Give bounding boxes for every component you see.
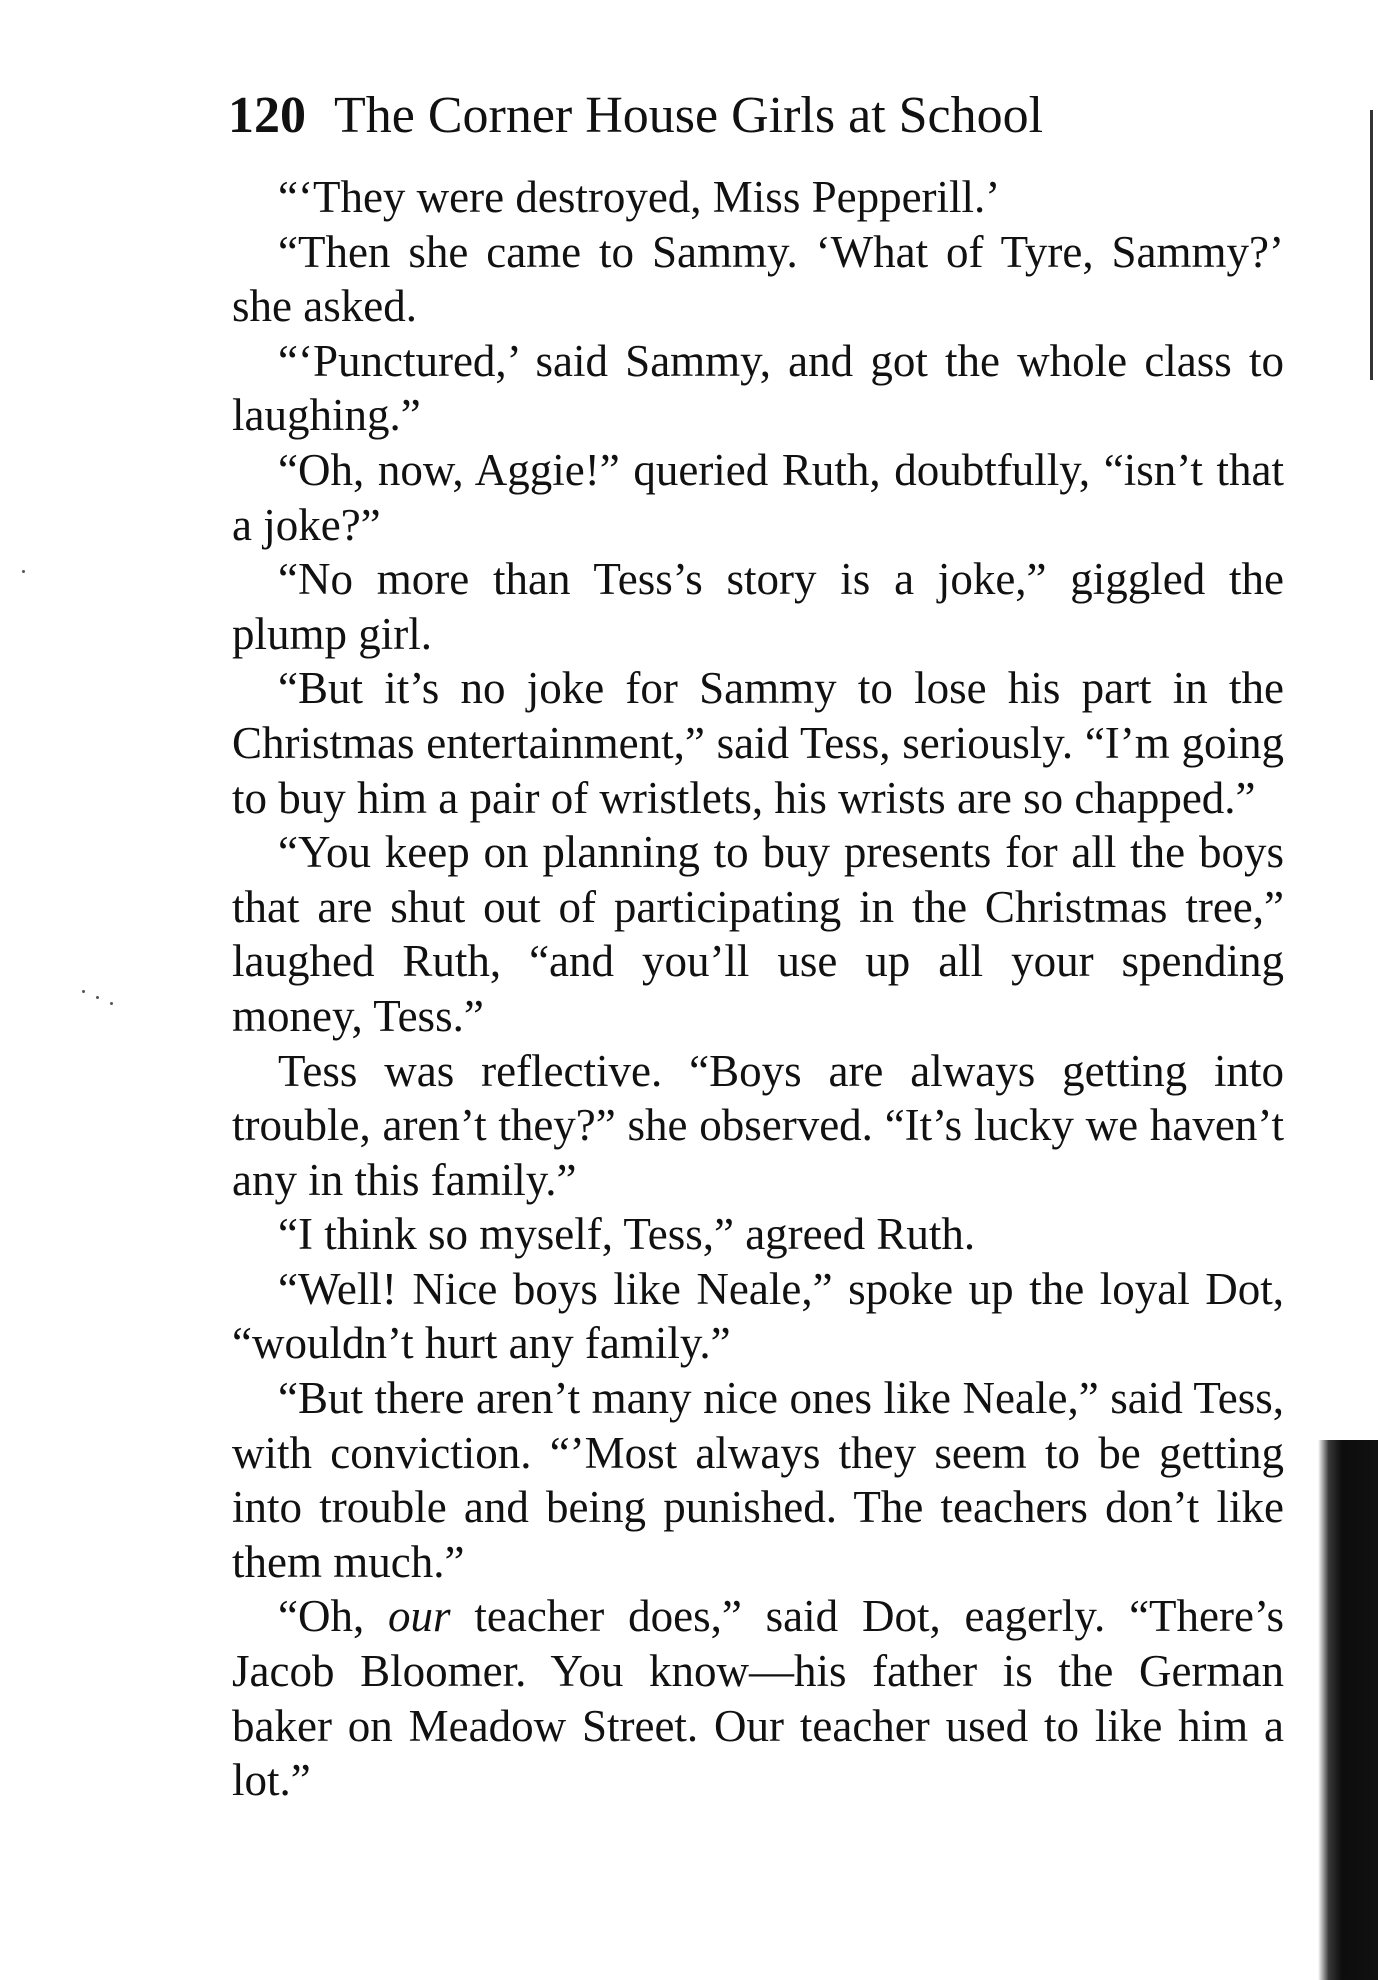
paragraph: “Oh, now, Aggie!” queried Ruth, doubtfully, “isn’t that a joke?” xyxy=(232,444,1284,550)
body-text xyxy=(232,170,1284,1808)
paragraph: “But there aren’t many nice ones like Neale,” said Tess, with conviction. “’Most always they seem to be getting into trouble and being punished. The teachers don’t like them much.” xyxy=(232,1373,1284,1587)
page-number: 120 xyxy=(228,87,306,144)
page-header xyxy=(228,84,1228,148)
paragraph: “I think so myself, Tess,” agreed Ruth. xyxy=(278,1209,976,1260)
binding-shadow xyxy=(1318,1440,1378,1980)
scan-speck xyxy=(110,1002,113,1005)
paragraph: “You keep on planning to buy presents for all the boys that are shut out of participating in the Christmas tree,” laughed Ruth, “and you’ll use up all your spending money, Tess.” xyxy=(232,827,1284,1041)
paragraph-text: teacher does,” said Dot, eagerly. “There’s Jacob Bloomer. You know—his father is the German baker on Meadow Street. Our teacher used to like him a lot.” xyxy=(232,1591,1284,1806)
paragraph: Tess was reflective. “Boys are always getting into trouble, aren’t they?” she observed. “It’s lucky we haven’t any in this family.” xyxy=(232,1045,1284,1205)
paragraph: “But it’s no joke for Sammy to lose his part in the Christmas entertainment,” said Tess, seriously. “I’m going to buy him a pair of wristlets, his wrists are so chapped.” xyxy=(232,663,1284,823)
paragraph-last xyxy=(232,1589,1284,1807)
running-title: The Corner House Girls at School xyxy=(334,87,1044,144)
paragraph: “Then she came to Sammy. ‘What of Tyre, Sammy?’ she asked. xyxy=(232,226,1284,332)
paragraph: “Well! Nice boys like Neale,” spoke up the loyal Dot, “wouldn’t hurt any family.” xyxy=(232,1263,1284,1369)
paragraph: “‘Punctured,’ said Sammy, and got the whole class to laughing.” xyxy=(232,335,1284,441)
scan-speck xyxy=(82,990,85,993)
page-edge-line xyxy=(1370,110,1373,380)
paragraph-text: “Oh, xyxy=(278,1591,389,1642)
paragraph: “‘They were destroyed, Miss Pepperill.’ xyxy=(278,172,1001,222)
scan-speck xyxy=(22,570,25,573)
paragraph: “No more than Tess’s story is a joke,” giggled the plump girl. xyxy=(232,554,1284,659)
emphasized-word: our xyxy=(388,1591,451,1642)
scan-speck xyxy=(96,996,99,999)
